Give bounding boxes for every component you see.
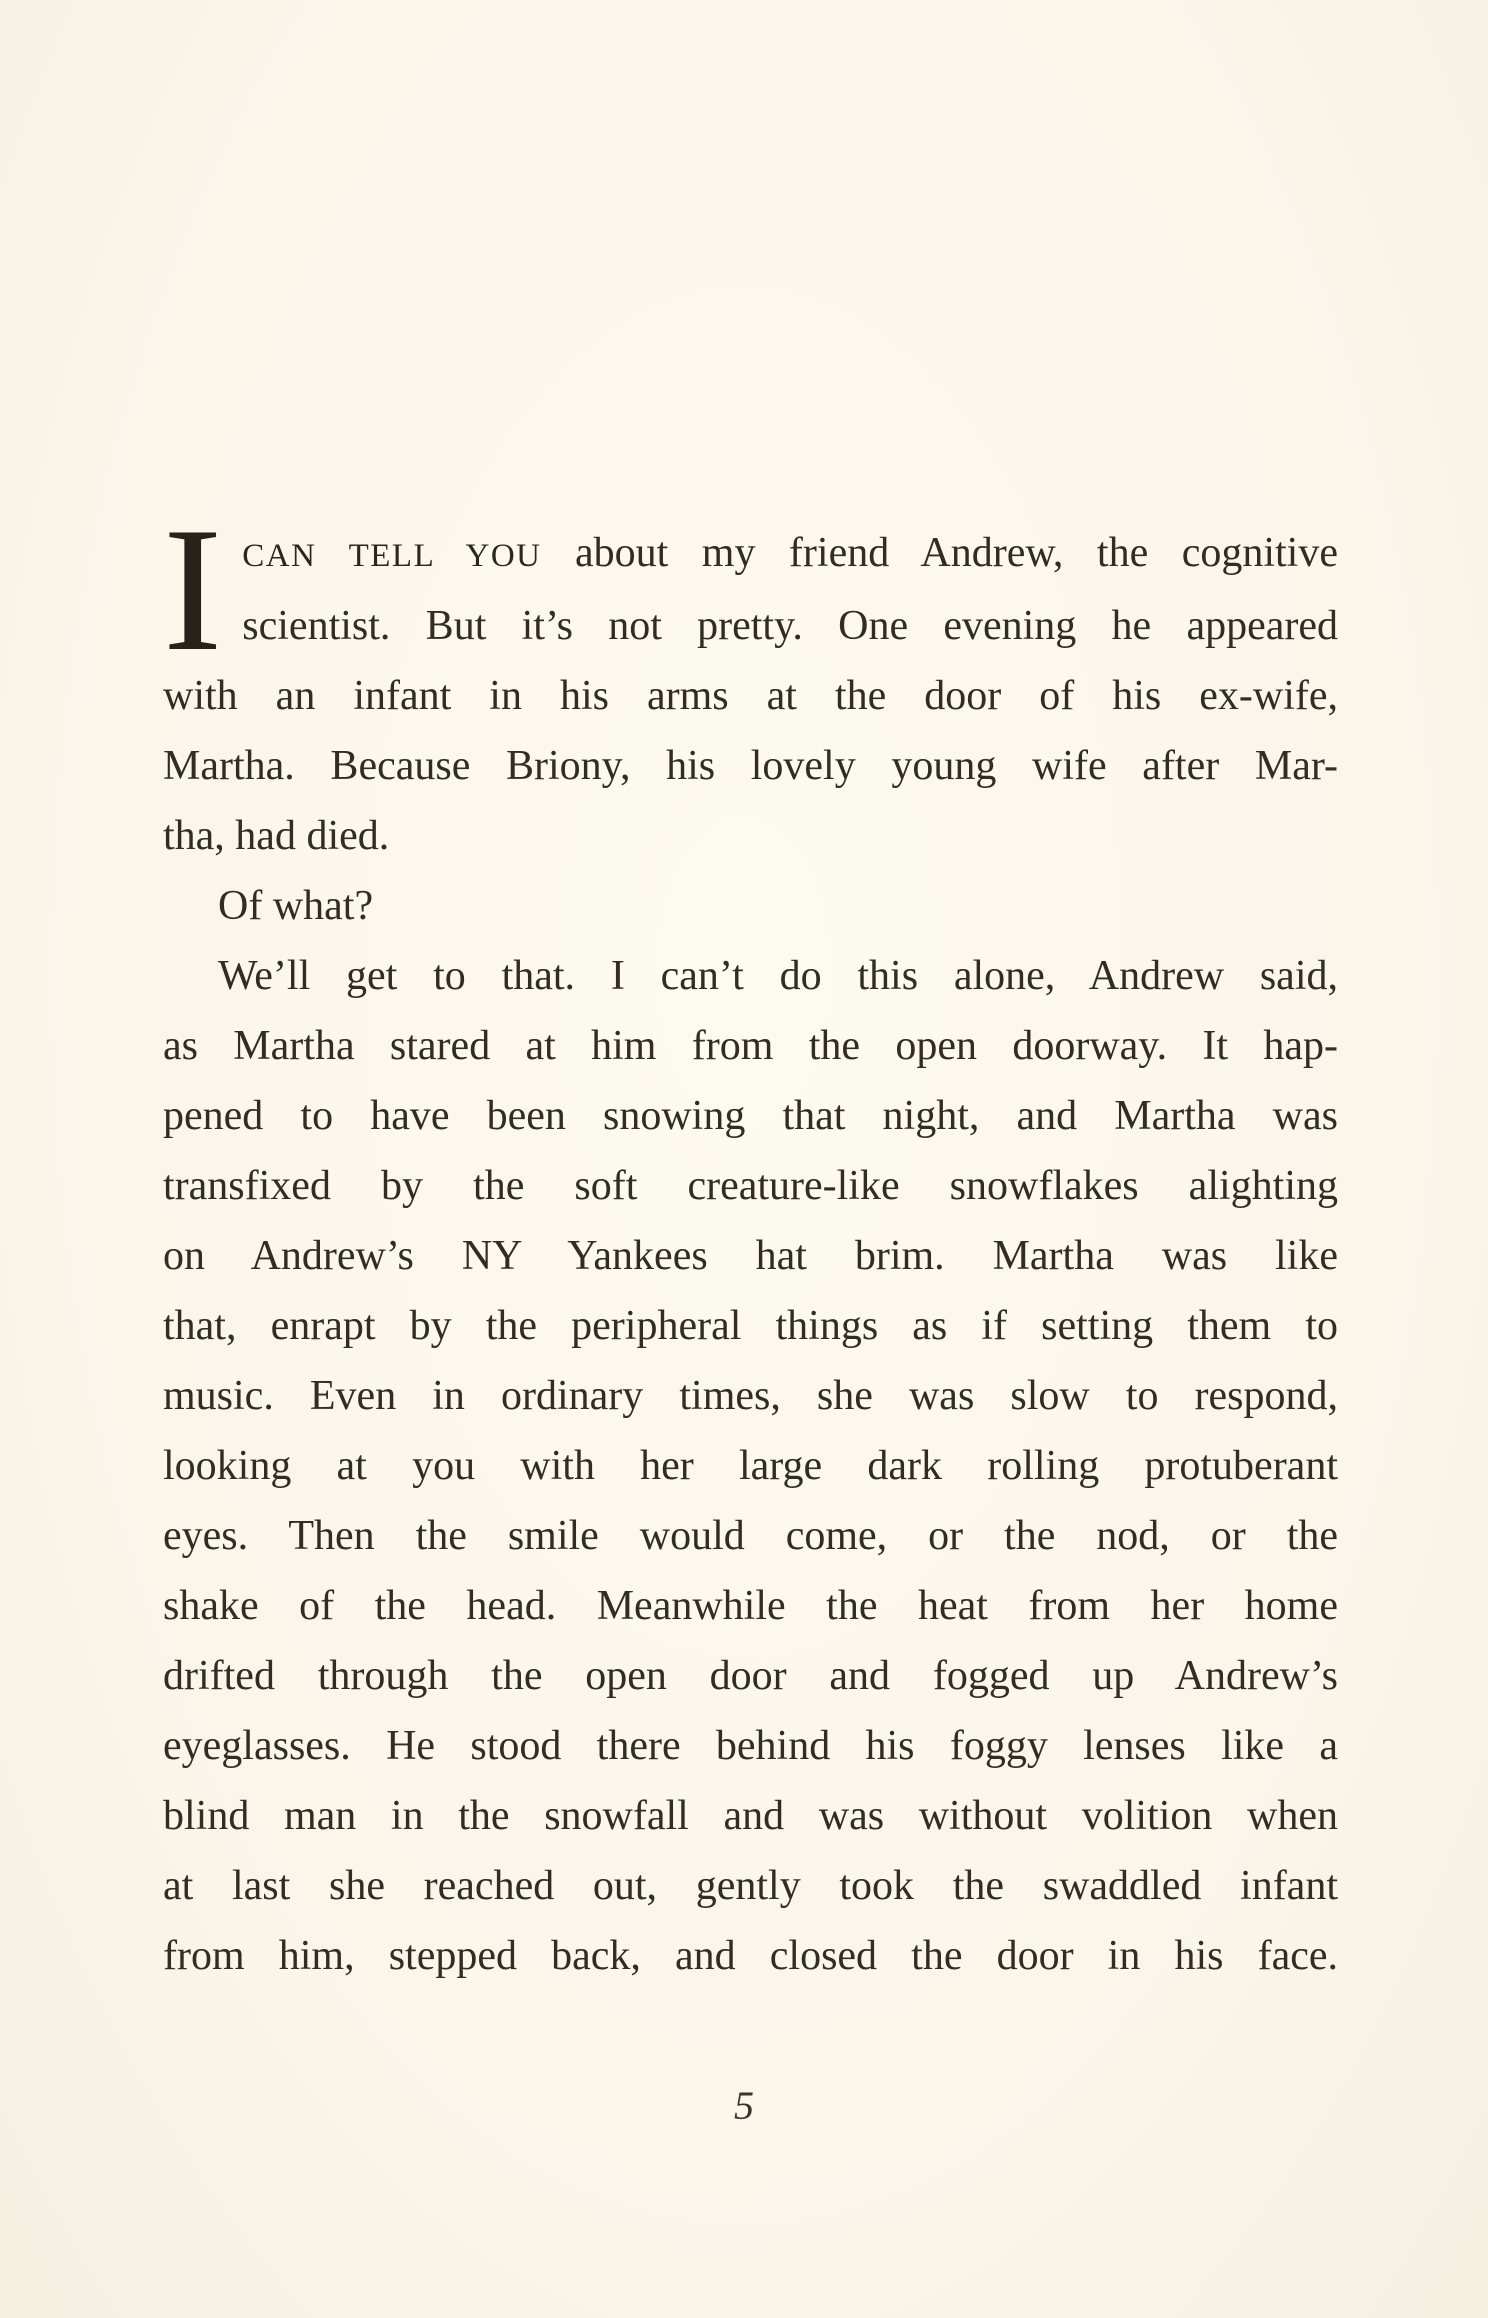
text-line: as Martha stared at him from the open doorway. It hap- [163, 1023, 1338, 1069]
text-line: from him, stepped back, and closed the door in his face. [163, 1933, 1338, 1979]
text-line: blind man in the snowfall and was without volition when [163, 1793, 1338, 1839]
text-line: at last she reached out, gently took the swaddled infant [163, 1863, 1338, 1909]
text-line: We’ll get to that. I can’t do this alone, Andrew said, [218, 953, 1338, 999]
text-line: Of what? [218, 883, 374, 929]
text-line: Martha. Because Briony, his lovely young wife after Mar- [163, 743, 1338, 789]
opening-paragraph [163, 490, 1338, 871]
page-number: 5 [734, 2083, 754, 2128]
text-line: transfixed by the soft creature-like snowflakes alighting [163, 1163, 1338, 1209]
text-line: tha, had died. [163, 813, 390, 859]
dialogue-paragraph [163, 871, 1338, 941]
text-line: on Andrew’s NY Yankees hat brim. Martha was like [163, 1233, 1338, 1279]
text-line: drifted through the open door and fogged up Andrew’s [163, 1653, 1338, 1699]
opening-smallcaps: CAN TELL YOU [242, 538, 542, 574]
main-paragraph [163, 941, 1338, 1991]
dropcap-letter: I [163, 490, 223, 688]
text-block [163, 490, 1338, 1991]
text-line [163, 518, 1338, 591]
text-line: music. Even in ordinary times, she was slow to respond, [163, 1373, 1338, 1419]
text-line: pened to have been snowing that night, and Martha was [163, 1093, 1338, 1139]
text-line: eyes. Then the smile would come, or the nod, or the [163, 1513, 1338, 1559]
text-line: with an infant in his arms at the door of his ex-wife, [163, 673, 1338, 719]
text-line: scientist. But it’s not pretty. One evening he appeared [242, 603, 1338, 649]
text-line: eyeglasses. He stood there behind his foggy lenses like a [163, 1723, 1338, 1769]
opening-rest: about my friend Andrew, the cognitive [574, 530, 1338, 576]
text-line: looking at you with her large dark rolling protuberant [163, 1443, 1338, 1489]
text-line: that, enrapt by the peripheral things as if setting them to [163, 1303, 1338, 1349]
text-line: shake of the head. Meanwhile the heat from her home [163, 1583, 1338, 1629]
